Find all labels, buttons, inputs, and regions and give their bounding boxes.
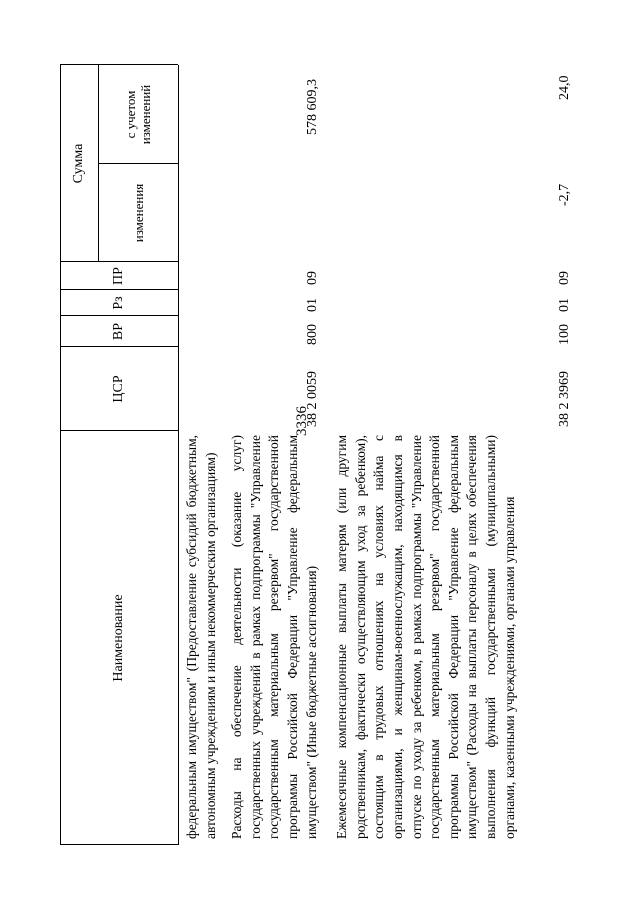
row-3-name: Ежемесячные компенсационные выплаты матерям (или другим родственникам, фактически осуществляющим уход за ребенком), состоящим в трудовых отношениях на условиях найма с организациями, и женщинам-военнослужащим, находящимся в отпуске по уходу за ребенком, в рамках подпрограммы "Управление государственным материальным резервом" государственной программы Российской Федерации "Управление федеральным имуществом" (Расходы на выплаты персоналу в целях обеспечения выполнения функций государственными (муниципальными) органами, казенными учреждениями, органами управления <box>334 435 517 839</box>
col-divider-right <box>60 64 178 65</box>
header-bottom-border <box>178 65 179 845</box>
row-3-rz: 01 <box>557 298 572 312</box>
row-2-vr: 800 <box>305 324 320 345</box>
table-top-border <box>60 65 61 845</box>
row-3-change: -2,7 <box>557 183 572 206</box>
row-3-csr: 38 2 3969 <box>557 371 572 427</box>
col-divider-pr <box>60 261 178 262</box>
row-2-total: 578 609,3 <box>305 79 320 135</box>
row-3-pr: 09 <box>557 271 572 285</box>
row-3-total: 24,0 <box>557 75 572 100</box>
col-divider-name <box>60 430 178 431</box>
header-csr: ЦСР <box>111 375 126 403</box>
row-1-name: федеральным имуществом" (Предоставление субсидий бюджетным, автономным учреждениям и иным некоммерческим организациям) <box>184 435 218 839</box>
header-rz: Рз <box>111 296 126 310</box>
row-2-rz: 01 <box>305 298 320 312</box>
header-pr: ПР <box>111 267 126 285</box>
col-divider-csr <box>60 346 178 347</box>
header-sum-change: изменения <box>130 183 146 243</box>
col-divider-left <box>60 844 178 845</box>
row-2-name: Расходы на обеспечение деятельности (оказание услуг) государственных учреждений в рамках подпрограммы "Управление государственным материальным резервом" государственной программы Российской Федерации "Управление федеральным имуществом" (Иные бюджетные ассигнования) <box>229 435 319 839</box>
col-divider-vr <box>60 315 178 316</box>
header-sum-with-changes: с учетом изменений <box>123 84 153 145</box>
row-2-csr: 38 2 0059 <box>305 371 320 427</box>
name-column <box>183 435 578 839</box>
col-divider-sum <box>98 163 178 164</box>
col-divider-rz <box>60 289 178 290</box>
row-2-pr: 09 <box>305 271 320 285</box>
header-sum: Сумма <box>71 143 86 184</box>
header-name: Наименование <box>111 594 126 682</box>
row-3-vr: 100 <box>557 324 572 345</box>
header-vr: ВР <box>111 322 126 341</box>
page-number: 3336 <box>294 406 310 436</box>
